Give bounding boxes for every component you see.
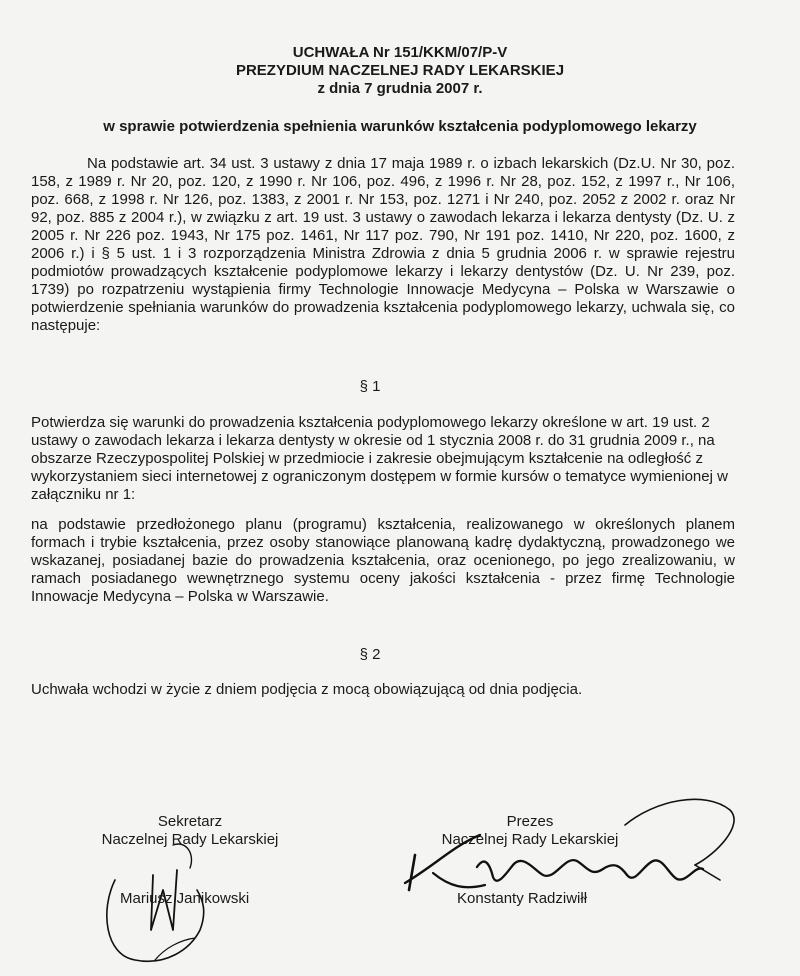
president-body: Naczelnej Rady Lekarskiej [441, 831, 619, 848]
section-1-text-a: Potwierdza się warunki do prowadzenia kształcenia podyplomowego lekarzy określone w art. 19 ust. 2 ustawy o zawodach lekarza i lekarza dentysty w okresie od 1 stycznia 2008 r. do 31 grudnia 2009 r., na obszarze Rzeczypospolitej Polskiej w przedmiocie i zakresie obejmującym kształcenie na odległość z wykorzystaniem sieci internetowej z ograniczonym dostępem w formie kursów o tematyce wymienionej w załączniku nr 1: [31, 414, 728, 503]
resolution-subject: w sprawie potwierdzenia spełnienia warunków kształcenia podyplomowego lekarzy [103, 118, 697, 135]
issuing-body: PREZYDIUM NACZELNEJ RADY LEKARSKIEJ [235, 62, 565, 79]
president-name: Konstanty Radziwiłł [457, 890, 588, 907]
president-handwritten-signature [395, 795, 745, 915]
resolution-number: UCHWAŁA Nr 151/KKM/07/P-V [292, 44, 508, 61]
resolution-date: z dnia 7 grudnia 2007 r. [317, 80, 483, 97]
section-2-mark: § 2 [359, 646, 381, 663]
section-1-text-b: na podstawie przedłożonego planu (programu) kształcenia, realizowanego w określonych planem formach i trybie kształcenia, przez osoby stanowiące planowaną kadrę dydaktyczną, prowadzonego we wskazanej, posiadanej bazie do prowadzenia kształcenia, oraz ocenionego, po jego zrealizowaniu, w ramach posiadanego wewnętrznego systemu oceny jakości kształcenia - przez firmę Technologie Innowacje Medycyna – Polska w Warszawie. [31, 516, 735, 605]
section-2-text: Uchwała wchodzi w życie z dniem podjęcia z mocą obowiązującą od dnia podjęcia. [31, 681, 583, 698]
secretary-handwritten-signature [95, 820, 235, 970]
preamble-paragraph: Na podstawie art. 34 ust. 3 ustawy z dnia 17 maja 1989 r. o izbach lekarskich (Dz.U. Nr 30, poz. 158, z 1989 r. Nr 20, poz. 120, z 1990 r. Nr 106, poz. 496, z 1996 r. Nr 28, poz. 152, z 1997 r., Nr 106, poz. 668, z 1998 r. Nr 126, poz. 1383, z 2001 r. Nr 153, poz. 1271 i Nr 240, poz. 2052 z 2002 r. oraz Nr 92, poz. 885 z 2004 r.), w związku z art. 19 ust. 3 ustawy o zawodach lekarza i lekarza dentysty (Dz. U. z 2005 r. Nr 226 poz. 1943, Nr 175 poz. 1461, Nr 117 poz. 790, Nr 191 poz. 1410, Nr 220, poz. 1600, z 2006 r.) i § 5 ust. 1 i 3 rozporządzenia Ministra Zdrowia z dnia 5 grudnia 2006 r. w sprawie rejestru podmiotów prowadzących kształcenie podyplomowe lekarzy i lekarzy dentystów (Dz. U. Nr 239, poz. 1739) po rozpatrzeniu wystąpienia firmy Technologie Innowacje Medycyna – Polska w Warszawie o potwierdzenie spełniania warunków do prowadzenia kształcenia podyplomowego lekarzy, uchwala się, co następuje: [31, 155, 735, 334]
resolution-heading [0, 44, 800, 98]
president-role: Prezes [506, 813, 554, 830]
section-1-mark: § 1 [359, 378, 381, 395]
secretary-body: Naczelnej Rady Lekarskiej [101, 831, 279, 848]
secretary-name: Mariusz Janikowski [120, 890, 250, 907]
secretary-role: Sekretarz [157, 813, 223, 830]
